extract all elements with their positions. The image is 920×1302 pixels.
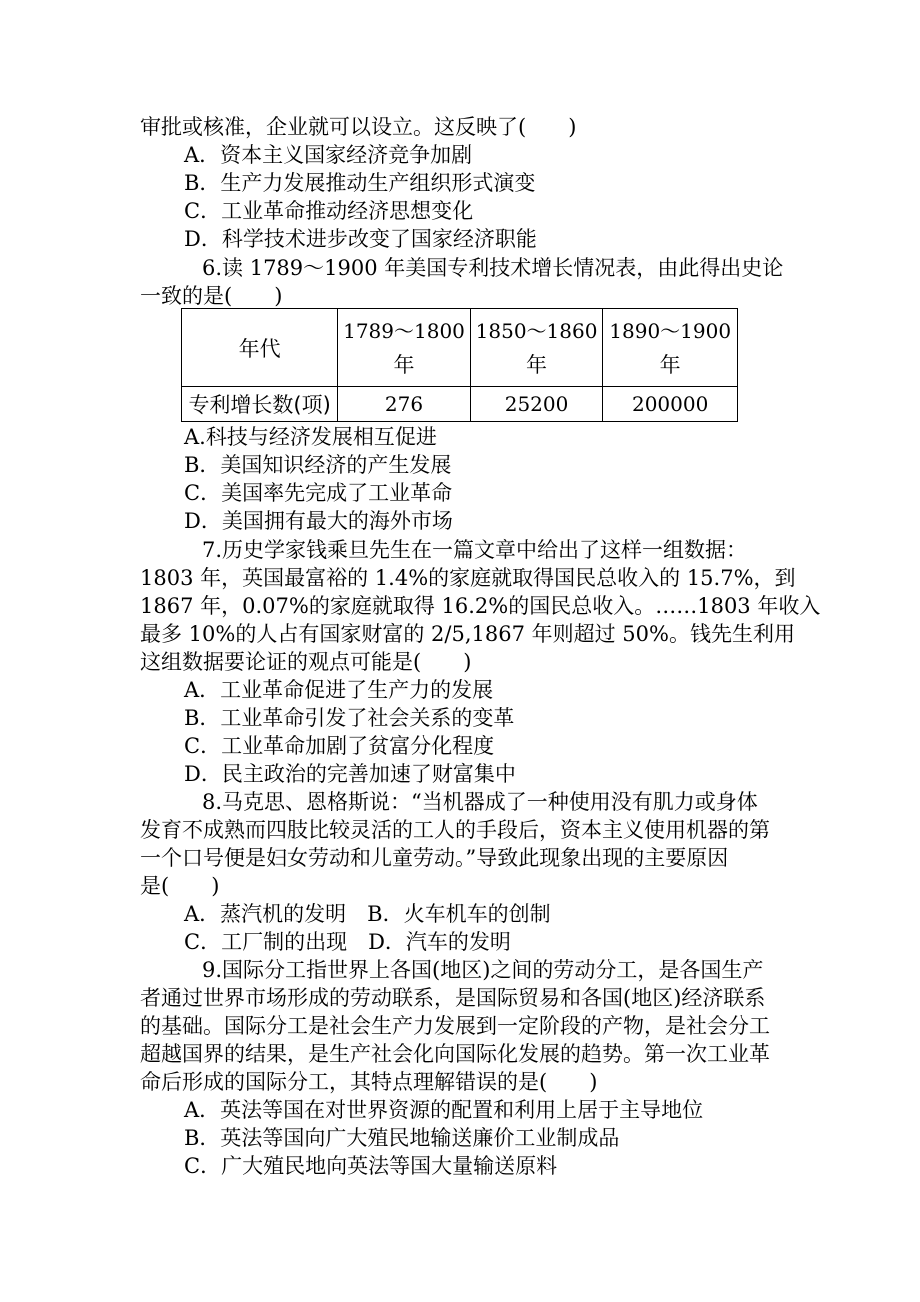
q7-stem-line-5: 这组数据要论证的观点可能是( )	[140, 650, 472, 674]
q9-stem-line-5: 命后形成的国际分工，其特点理解错误的是( )	[140, 1070, 598, 1094]
period-3-unit: 年	[659, 352, 681, 377]
q8-stem-line-4: 是( )	[140, 874, 220, 898]
q9-stem-line-2: 者通过世界市场形成的劳动联系，是国际贸易和各国(地区)经济联系	[140, 986, 766, 1010]
q7-stem-line-4: 最多 10%的人占有国家财富的 2/5,1867 年则超过 50%。钱先生利用	[140, 622, 795, 646]
q6-stem-line-2: 一致的是( )	[140, 284, 283, 308]
q5-option-c: C．工业革命推动经济思想变化	[184, 199, 474, 223]
q9-stem-line-4: 超越国界的结果，是生产社会化向国际化发展的趋势。第一次工业革	[140, 1042, 770, 1066]
period-2-range: 1850～1860	[475, 318, 598, 343]
table-header-label: 年代	[182, 309, 338, 387]
q8-stem-line-1: 8.马克思、恩格斯说：“当机器成了一种使用没有肌力或身体	[202, 790, 758, 814]
q6-stem-line-1: 6.读 1789～1900 年美国专利技术增长情况表，由此得出史论	[202, 256, 784, 280]
q8-stem-line-2: 发育不成熟而四肢比较灵活的工人的手段后，资本主义使用机器的第	[140, 818, 770, 842]
q7-option-b: B．工业革命引发了社会关系的变革	[184, 706, 515, 730]
q8-options-cd: C．工厂制的出现 D．汽车的发明	[184, 930, 511, 954]
q6-option-a: A.科技与经济发展相互促进	[184, 425, 437, 449]
table-header-row	[182, 309, 738, 387]
q7-stem-line-2: 1803 年，英国最富裕的 1.4%的家庭就取得国民总收入的 15.7%，到	[140, 566, 796, 590]
q8-options-ab: A．蒸汽机的发明 B．火车机车的创制	[184, 902, 551, 926]
table-value-1: 276	[338, 387, 471, 422]
q7-option-d: D．民主政治的完善加速了财富集中	[184, 762, 516, 786]
q9-option-a: A．英法等国在对世界资源的配置和利用上居于主导地位	[184, 1098, 704, 1122]
q5-option-b: B．生产力发展推动生产组织形式演变	[184, 171, 536, 195]
q6-option-c: C．美国率先完成了工业革命	[184, 481, 453, 505]
q8-stem-line-3: 一个口号便是妇女劳动和儿童劳动。”导致此现象出现的主要原因	[140, 846, 729, 870]
q9-option-b: B．英法等国向广大殖民地输送廉价工业制成品	[184, 1126, 620, 1150]
table-row	[182, 387, 738, 422]
q7-stem-line-1: 7.历史学家钱乘旦先生在一篇文章中给出了这样一组数据：	[202, 538, 748, 562]
q9-stem-line-1: 9.国际分工指世界上各国(地区)之间的劳动分工，是各国生产	[202, 958, 764, 982]
table-value-2: 25200	[470, 387, 603, 422]
period-1-range: 1789～1800	[343, 318, 465, 343]
table-period-2	[470, 309, 603, 387]
table-value-3: 200000	[603, 387, 738, 422]
table-period-1	[338, 309, 471, 387]
table-row-label: 专利增长数(项)	[182, 387, 338, 422]
q6-option-d: D．美国拥有最大的海外市场	[184, 509, 453, 533]
period-1-unit: 年	[393, 352, 415, 377]
q5-option-d: D．科学技术进步改变了国家经济职能	[184, 227, 537, 251]
q7-option-a: A．工业革命促进了生产力的发展	[184, 678, 494, 702]
q9-option-c: C．广大殖民地向英法等国大量输送原料	[184, 1154, 558, 1178]
period-3-range: 1890～1900	[609, 318, 732, 343]
period-2-unit: 年	[526, 352, 548, 377]
q6-option-b: B．美国知识经济的产生发展	[184, 453, 452, 477]
patent-growth-table	[181, 308, 738, 422]
q7-stem-line-3: 1867 年，0.07%的家庭就取得 16.2%的国民总收入。……1803 年收入	[140, 594, 821, 618]
q9-stem-line-3: 的基础。国际分工是社会生产力发展到一定阶段的产物，是社会分工	[140, 1014, 770, 1038]
table-period-3	[603, 309, 738, 387]
q5-option-a: A．资本主义国家经济竞争加剧	[184, 143, 473, 167]
q7-option-c: C．工业革命加剧了贫富分化程度	[184, 734, 495, 758]
q5-stem-end: 审批或核准，企业就可以设立。这反映了( )	[140, 115, 577, 139]
